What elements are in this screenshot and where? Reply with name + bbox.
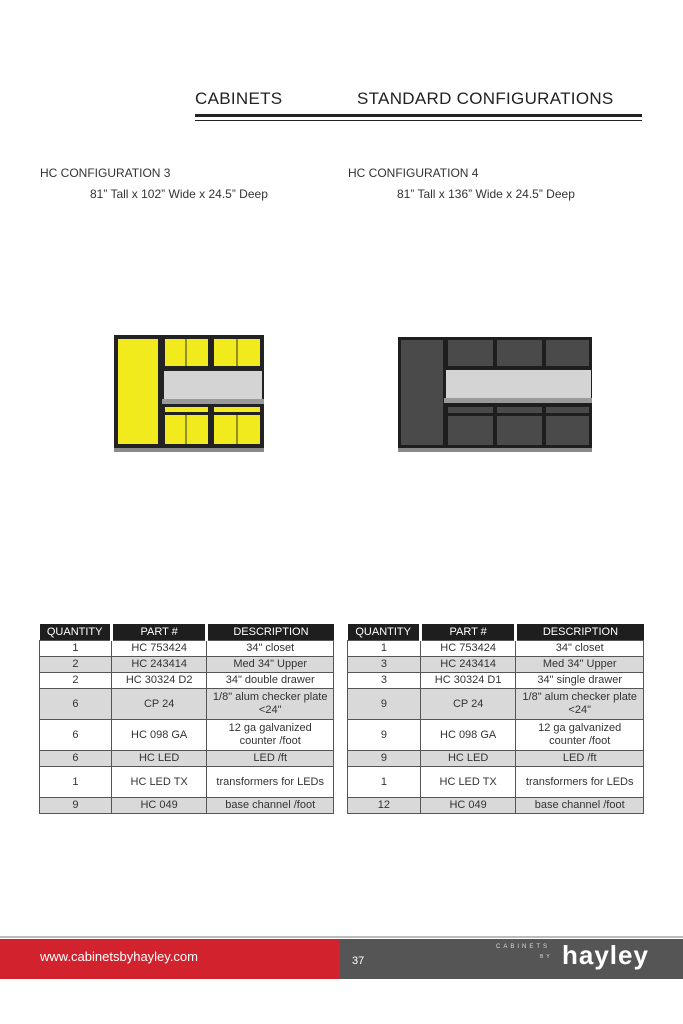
- table-row: [348, 798, 644, 814]
- table-row: [348, 767, 644, 798]
- logo-cabinets-text: CABINETS: [496, 944, 551, 950]
- part-number-cell: CP 24: [111, 689, 207, 720]
- description-cell: base channel /foot: [516, 798, 644, 814]
- quantity-cell: 6: [40, 751, 112, 767]
- quantity-cell: 9: [348, 751, 421, 767]
- config-4-dimensions: 81” Tall x 136” Wide x 24.5” Deep: [397, 187, 575, 201]
- part-number-cell: HC LED TX: [111, 767, 207, 798]
- table-row: [348, 689, 644, 720]
- page-title: STANDARD CONFIGURATIONS: [357, 89, 614, 108]
- quantity-cell: 9: [348, 689, 421, 720]
- config-3-title: HC CONFIGURATION 3: [40, 166, 171, 180]
- part-number-cell: HC 243414: [111, 657, 207, 673]
- footer-divider: [0, 936, 683, 938]
- part-number-cell: HC LED: [111, 751, 207, 767]
- quantity-cell: 9: [40, 798, 112, 814]
- column-header-part: PART #: [420, 624, 516, 641]
- table-row: [40, 720, 334, 751]
- config-3-parts-table: [39, 624, 334, 814]
- description-cell: base channel /foot: [207, 798, 334, 814]
- description-cell: 1/8" alum checker plate <24": [207, 689, 334, 720]
- table-row: [40, 657, 334, 673]
- hayley-logo: hayley: [562, 940, 649, 970]
- quantity-cell: 2: [40, 657, 112, 673]
- column-header-quantity: QUANTITY: [40, 624, 112, 641]
- table-row: [348, 641, 644, 657]
- quantity-cell: 9: [348, 720, 421, 751]
- description-cell: 1/8" alum checker plate <24": [516, 689, 644, 720]
- quantity-cell: 3: [348, 673, 421, 689]
- quantity-cell: 12: [348, 798, 421, 814]
- description-cell: 34" closet: [516, 641, 644, 657]
- header-rule: [195, 114, 642, 117]
- config-4-parts-table: [347, 624, 644, 814]
- part-number-cell: HC 243414: [420, 657, 516, 673]
- description-cell: transformers for LEDs: [516, 767, 644, 798]
- quantity-cell: 1: [348, 641, 421, 657]
- table-row: [348, 657, 644, 673]
- table-row: [40, 689, 334, 720]
- part-number-cell: HC 753424: [420, 641, 516, 657]
- description-cell: 34" double drawer: [207, 673, 334, 689]
- config-3-cabinet-image: [114, 335, 264, 455]
- description-cell: 12 ga galvanized counter /foot: [207, 720, 334, 751]
- table-row: [40, 751, 334, 767]
- section-title: CABINETS: [195, 89, 283, 108]
- table-row: [40, 673, 334, 689]
- footer-website-link[interactable]: www.cabinetsbyhayley.com: [40, 949, 198, 964]
- logo-by-text: BY: [540, 954, 553, 960]
- description-cell: 12 ga galvanized counter /foot: [516, 720, 644, 751]
- part-number-cell: HC 753424: [111, 641, 207, 657]
- quantity-cell: 6: [40, 689, 112, 720]
- column-header-quantity: QUANTITY: [348, 624, 421, 641]
- part-number-cell: HC 30324 D1: [420, 673, 516, 689]
- table-row: [40, 767, 334, 798]
- config-4-cabinet-image: [398, 337, 592, 455]
- part-number-cell: HC 098 GA: [420, 720, 516, 751]
- part-number-cell: CP 24: [420, 689, 516, 720]
- description-cell: Med 34" Upper: [516, 657, 644, 673]
- header-rule-thin: [195, 120, 642, 121]
- description-cell: 34" single drawer: [516, 673, 644, 689]
- config-4-title: HC CONFIGURATION 4: [348, 166, 479, 180]
- description-cell: 34" closet: [207, 641, 334, 657]
- table-row: [40, 641, 334, 657]
- description-cell: LED /ft: [207, 751, 334, 767]
- column-header-description: DESCRIPTION: [516, 624, 644, 641]
- quantity-cell: 2: [40, 673, 112, 689]
- description-cell: transformers for LEDs: [207, 767, 334, 798]
- table-row: [348, 673, 644, 689]
- part-number-cell: HC LED TX: [420, 767, 516, 798]
- part-number-cell: HC 049: [111, 798, 207, 814]
- quantity-cell: 1: [40, 767, 112, 798]
- part-number-cell: HC LED: [420, 751, 516, 767]
- column-header-part: PART #: [111, 624, 207, 641]
- part-number-cell: HC 049: [420, 798, 516, 814]
- quantity-cell: 3: [348, 657, 421, 673]
- part-number-cell: HC 098 GA: [111, 720, 207, 751]
- table-row: [348, 751, 644, 767]
- table-row: [40, 798, 334, 814]
- table-row: [348, 720, 644, 751]
- quantity-cell: 1: [40, 641, 112, 657]
- description-cell: LED /ft: [516, 751, 644, 767]
- config-3-dimensions: 81” Tall x 102” Wide x 24.5” Deep: [90, 187, 268, 201]
- part-number-cell: HC 30324 D2: [111, 673, 207, 689]
- quantity-cell: 6: [40, 720, 112, 751]
- column-header-description: DESCRIPTION: [207, 624, 334, 641]
- page-number: 37: [352, 955, 365, 967]
- description-cell: Med 34" Upper: [207, 657, 334, 673]
- quantity-cell: 1: [348, 767, 421, 798]
